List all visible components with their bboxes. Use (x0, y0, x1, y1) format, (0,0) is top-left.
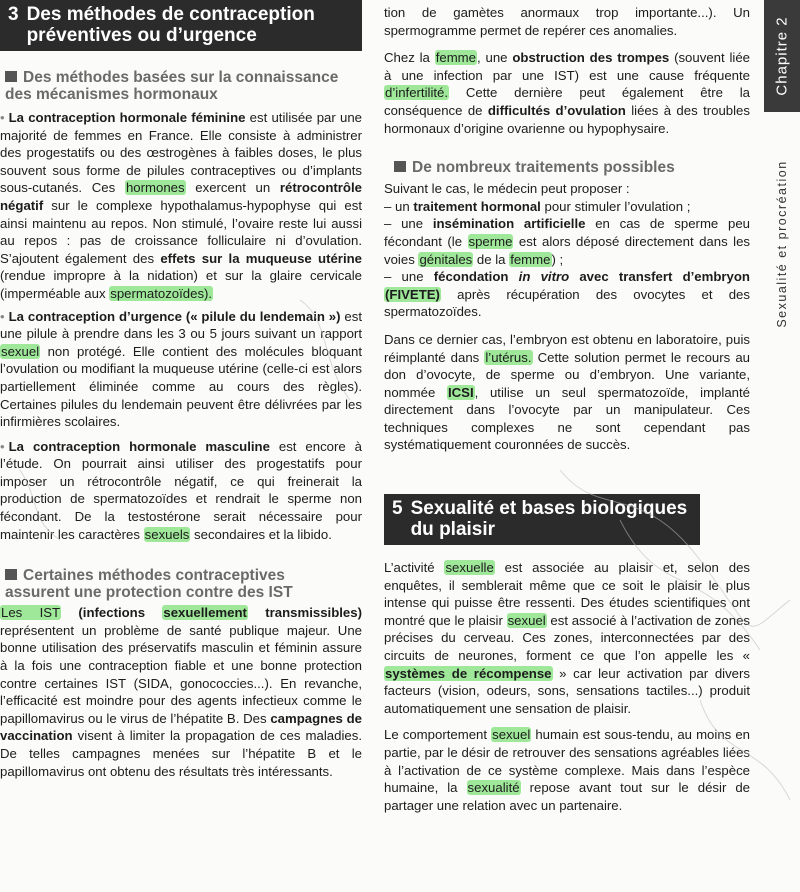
paragraph-spermogram: tion de gamètes anormaux trop importante...). Un spermogramme permet de repérer ces anomalies. (384, 5, 750, 38)
subheading-treatments: De nombreux traitements possibles (394, 159, 750, 176)
subheading-ist: Certaines méthodes contraceptives assurent une protection contre des IST (5, 567, 293, 602)
paragraph-ivf: Dans ce dernier cas, l’embryon est obtenu en laboratoire, puis réimplanté dans l’utérus. Cette solution permet le recours au don d’ovocyte, de sperme ou d’embryon. Une variante, nommée ICSI, utilise un seul spermatozoïde, implanté directement dans l’ovocyte par un manipulateur. Ces techniques complexes ne sont cependant pas systématiquement couronnées de succès. (384, 331, 750, 453)
highlight: l’utérus. (485, 349, 532, 365)
paragraph-emergency-contraception: • La contraception d’urgence (« pilule du lendemain ») est une pilule à prendre dans les 3 ou 5 jours suivant un rapport sexuel non protégé. Elle contient des molécules bloquant l’ovulation ou modifiant la muqueuse utérine (celle-ci est alors partiellement éliminée comme au cours des règles). Certaines pilules du lendemain peuvent être délivrées par les infirmières scolaires. (0, 308, 362, 431)
highlight: (FIVETE) (385, 286, 440, 302)
square-bullet-icon (5, 71, 17, 82)
highlight: spermatozoïdes). (110, 285, 213, 301)
highlight: femme (435, 50, 477, 66)
square-bullet-icon (394, 161, 406, 172)
highlight: sexuellement (163, 605, 247, 621)
left-column (0, 0, 362, 780)
highlight: sperme (468, 233, 513, 249)
section-5-header (384, 494, 700, 545)
highlight: d’infertilité. (385, 85, 449, 101)
highlight: sexuelle (445, 560, 494, 576)
highlight: femme (510, 251, 551, 267)
paragraph-female-contraception: • La contraception hormonale féminine est utilisée par une majorité de femmes en France. Elle consiste à administrer des progestatifs ou des œstrogènes à faibles doses, le plus souvent sous forme de pilules contraceptives ou d’implants sous-cutanés. Ces hormones exercent un rétrocontrôle négatif sur le complexe hypothalamus-hypophyse qui est ainsi maintenu au repos. Non stimulé, l’ovaire reste lui aussi au repos : pas de croissance folliculaire ni d’ovulation. S’ajoutent également des effets sur la muqueuse utérine (rendue impropre à la nidation) et sur la glaire cervicale (imperméable aux spermatozoïdes). (0, 109, 362, 303)
highlight: sexuels (144, 526, 190, 542)
highlight: génitales (419, 251, 473, 267)
section-title: Des méthodes de contraception préventives ou d’urgence (26, 4, 315, 46)
highlight: sexualité (467, 780, 520, 796)
section-number: 3 (8, 4, 19, 25)
right-column (384, 0, 750, 814)
square-bullet-icon (5, 569, 17, 580)
paragraph-female-infertility: Chez la femme, une obstruction des trompes (souvent liée à une infection par une IST) est une cause fréquente d’infertilité. Cette dernière peut également être la conséquence de difficultés d’ovulation liées à des troubles hormonaux d’origine ovarienne ou hypophysaire. (384, 50, 750, 136)
paragraph-behaviour: Le comportement sexuel humain est sous-tendu, au moins en partie, par le désir de retrouver des sensations agréables liées à l’activation de ce système complexe. Mais dans l’espèce humaine, la sexualité repose avant tout sur le désir de partager une relation avec un partenaire. (384, 727, 751, 813)
highlight: sexuel (492, 727, 531, 743)
subheading-hormonal: Des méthodes basées sur la connaissance des mécanismes hormonaux (5, 69, 339, 103)
paragraph-male-contraception: • La contraception hormonale masculine est encore à l’étude. On pourrait ainsi utiliser des progestatifs pour imposer un rétrocontrôle négatif, ce qui freinerait la production de spermatozoïdes et rendrait le sperme non fécondant. De la testostérone serait nécessaire pour maintenir les caractères sexuels secondaires et la libido. (0, 438, 362, 544)
highlight: ICSI (447, 384, 474, 400)
highlight: systèmes de récompense (385, 665, 552, 681)
highlight: Les IST (1, 605, 61, 621)
paragraph-ist: Les IST (infections sexuellement transmissibles) représentent un problème de santé publique majeur. Une bonne utilisation des préservatifs masculin et féminin assure à la fois une contraception fiable et une bonne protection contre certaines IST (SIDA, gonococcies...). En revanche, l’efficacité est moindre pour des agents infectieux comme le papillomavirus ou le virus de l’hépatite B. Des campagnes de vaccination visent à limiter la propagation de ces maladies. De telles campagnes menées sur l’hépatite B et le papillomavirus ont obtenu des résultats très intéressants. (0, 605, 362, 779)
highlight: hormones (125, 180, 185, 196)
paragraph-treatments: Suivant le cas, le médecin peut proposer : – un traitement hormonal pour stimuler l’ovulation ; – une insémination artificielle en cas de sperme peu fécondant (le sperme est alors déposé directement dans les voies génitales de la femme) ; – une fécondation in vitro avec transfert d’embryon (FIVETE) après récupération des ovocytes et des spermatozoïdes. (384, 181, 751, 320)
chapter-label: Chapitre 2 (773, 16, 791, 96)
section-3-header (0, 0, 362, 51)
section-title: Sexualité et bases biologiques du plaisir (410, 498, 688, 541)
highlight: sexuel (507, 612, 546, 628)
paragraph-pleasure: L’activité sexuelle est associée au plaisir et, selon des enquêtes, il semblerait même que ce soit le plaisir le plus intense qui puisse être ressenti. Des études scientifiques ont montré que le plaisir sexuel est associé à l’activation de zones précises du cerveau. Ces zones, interconnectées par des circuits de neurones, forment ce que l’on appelle les « systèmes de récompense » car leur activation par divers facteurs (vision, odeurs, sons, sensations tactiles...) produit automatiquement une sensation de plaisir. (384, 560, 750, 716)
topic-label: Sexualité et procréation (775, 160, 789, 328)
highlight: sexuel (1, 343, 40, 359)
section-number: 5 (392, 498, 403, 520)
